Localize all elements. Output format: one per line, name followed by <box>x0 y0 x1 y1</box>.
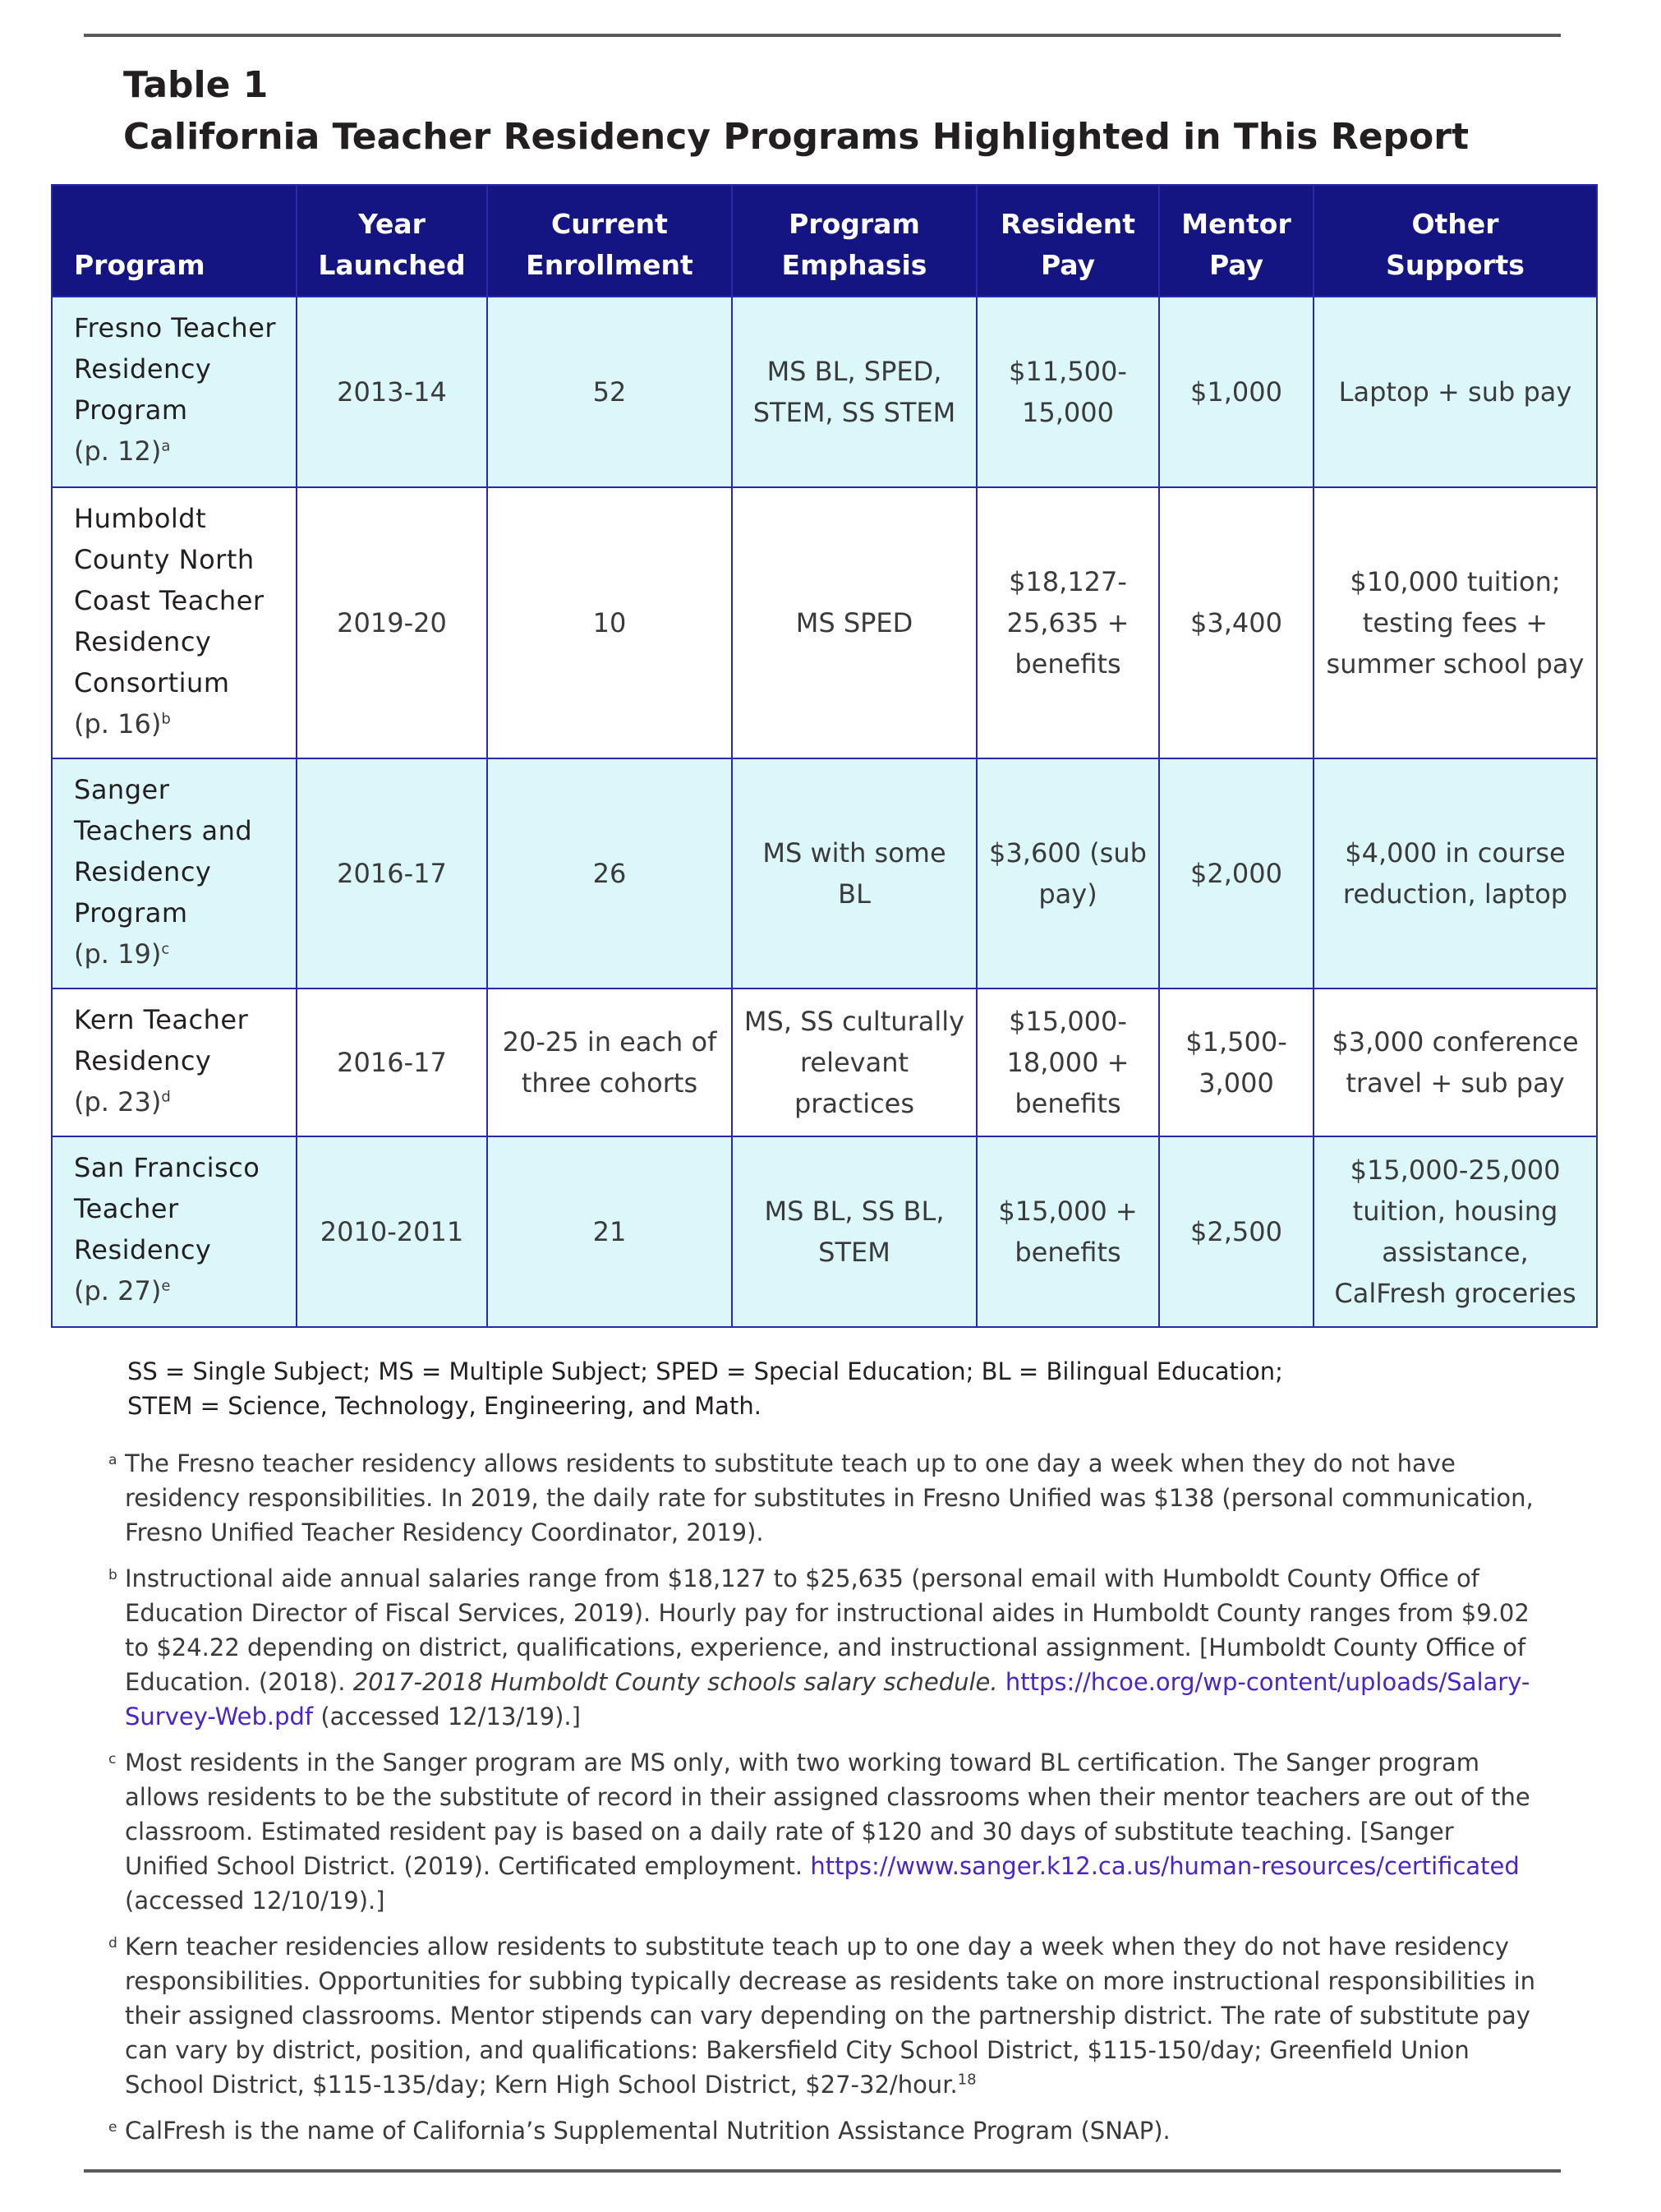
header-program-emphasis: Program Emphasis <box>732 185 977 297</box>
hcoe-salary-link[interactable]: https://hcoe.org/wp-content/uploads/Salary-Survey-Web.pdf <box>125 1668 1530 1730</box>
footnote-mark: d <box>161 1088 171 1106</box>
year-launched-cell: 2010-2011 <box>297 1136 487 1327</box>
footnote-mark: e <box>161 1277 171 1295</box>
resident-pay-cell: $15,000 + benefits <box>977 1136 1159 1327</box>
other-supports-cell: $3,000 conference travel + sub pay <box>1314 988 1597 1136</box>
mentor-pay-cell: $1,500-3,000 <box>1159 988 1314 1136</box>
footnote-a <box>108 1446 1538 1550</box>
page-reference: (p. 19)$^c$ <box>74 938 170 970</box>
mentor-pay-cell: $1,000 <box>1159 297 1314 487</box>
footnote-mark: d <box>108 1935 117 1952</box>
footnote-text: CalFresh is the name of California’s Supplemental Nutrition Assistance Program (SNAP). <box>125 2117 1171 2145</box>
footnote-mark: c <box>161 940 170 958</box>
program-cell <box>52 1136 297 1327</box>
footnote-text: The Fresno teacher residency allows residents to substitute teach up to one day a week when they do not have residency responsibilities. In 2019, the daily rate for substitutes in Fresno Unified was $138 (personal communication, Fresno Unified Teacher Residency Coordinator, 2019). <box>125 1449 1534 1546</box>
table-header-row <box>52 185 1597 297</box>
legend-line: SS = Single Subject; MS = Multiple Subject; SPED = Special Education; BL = Bilingual Education; <box>127 1357 1283 1385</box>
program-cell <box>52 758 297 988</box>
program-name: Kern Teacher Residency <box>74 1004 249 1076</box>
program-name: Humboldt County North Coast Teacher Residency Consortium <box>74 503 265 698</box>
header-other-supports: Other Supports <box>1314 185 1597 297</box>
enrollment-cell: 21 <box>487 1136 732 1327</box>
program-cell <box>52 487 297 758</box>
footnote-c: c Most residents in the Sanger program are MS only, with two working toward BL certification. The Sanger program allows residents to be the substitute of record in their assigned classrooms when their mentor teachers are out of the classroom. Estimated resident pay is based on a daily rate of $120 and 30 days of substitute teaching. [Sanger Unified School District. (2019). Certificated employment. https://www.sanger.k12.ca.us/human-resources/certificated (accessed 12/10/19).] <box>108 1745 1538 1918</box>
abbreviation-legend <box>127 1354 1507 1423</box>
year-launched-cell: 2013-14 <box>297 297 487 487</box>
page-reference: (p. 16)$^b$ <box>74 708 171 740</box>
resident-pay-cell: $3,600 (sub pay) <box>977 758 1159 988</box>
residency-programs-table <box>51 184 1598 1328</box>
mentor-pay-cell: $3,400 <box>1159 487 1314 758</box>
mentor-pay-cell: $2,500 <box>1159 1136 1314 1327</box>
enrollment-cell: 20-25 in each of three cohorts <box>487 988 732 1136</box>
footnote-mark: b <box>108 1567 117 1583</box>
year-launched-cell: 2019-20 <box>297 487 487 758</box>
emphasis-cell: MS BL, SPED, STEM, SS STEM <box>732 297 977 487</box>
table-title <box>123 59 1469 163</box>
footnote-mark: a <box>161 437 171 455</box>
bottom-rule <box>84 2169 1561 2173</box>
emphasis-cell: MS with some BL <box>732 758 977 988</box>
page-reference: (p. 23)$^d$ <box>74 1086 171 1118</box>
footnote-text: Instructional aide annual salaries range from $18,127 to $25,635 (personal email with Humboldt County Office of Education Director of Fiscal Services, 2019). Hourly pay for instructional aides in Humboldt County ranges from $9.02 to $24.22 depending on district, qualifications, experience, and instructional assignment. [Humboldt County Office of Education. (2018). <box>125 1565 1530 1696</box>
footnote-text: Kern teacher residencies allow residents to substitute teach up to one day a week when they do not have residency responsibilities. Opportunities for subbing typically decrease as residents take on more instructional responsibilities in their assigned classrooms. Mentor stipends can vary depending on the partnership district. The rate of substitute pay can vary by district, position, and qualifications: Bakersfield City School District, $115-150/day; Greenfield Union School District, $115-135/day; Kern High School District, $27-32/hour. <box>125 1933 1536 2099</box>
enrollment-cell: 26 <box>487 758 732 988</box>
page-reference: (p. 12)$^a$ <box>74 435 171 467</box>
footnote-mark: a <box>108 1452 117 1468</box>
footnote-mark: c <box>108 1751 117 1767</box>
mentor-pay-cell: $2,000 <box>1159 758 1314 988</box>
table-number: Table 1 <box>123 64 269 106</box>
table-row <box>52 1136 1597 1327</box>
program-name: Sanger Teachers and Residency Program <box>74 774 253 929</box>
table-row <box>52 487 1597 758</box>
header-year-launched: Year Launched <box>297 185 487 297</box>
legend-line: STEM = Science, Technology, Engineering, and Math. <box>127 1392 761 1420</box>
table-row <box>52 758 1597 988</box>
other-supports-cell: $15,000-25,000 tuition, housing assistance, CalFresh groceries <box>1314 1136 1597 1327</box>
enrollment-cell: 10 <box>487 487 732 758</box>
other-supports-cell: $4,000 in course reduction, laptop <box>1314 758 1597 988</box>
footnote-b: b Instructional aide annual salaries range from $18,127 to $25,635 (personal email with Humboldt County Office of Education Director of Fiscal Services, 2019). Hourly pay for instructional aides in Humboldt County ranges from $9.02 to $24.22 depending on district, qualifications, experience, and instructional assignment. [Humboldt County Office of Education. (2018). 2017-2018 Humboldt County schools salary schedule. https://hcoe.org/wp-content/uploads/Salary-Survey-Web.pdf (accessed 12/13/19).] <box>108 1561 1538 1734</box>
footnote-mark: b <box>161 710 171 728</box>
year-launched-cell: 2016-17 <box>297 758 487 988</box>
enrollment-cell: 52 <box>487 297 732 487</box>
footnotes <box>108 1446 1538 2159</box>
footnote-mark: e <box>108 2119 117 2136</box>
year-launched-cell: 2016-17 <box>297 988 487 1136</box>
header-program: Program <box>52 185 297 297</box>
citation-title: 2017-2018 Humboldt County schools salary schedule. <box>352 1668 998 1696</box>
resident-pay-cell: $15,000-18,000 + benefits <box>977 988 1159 1136</box>
header-resident-pay: Resident Pay <box>977 185 1159 297</box>
page-reference: (p. 27)$^e$ <box>74 1275 171 1306</box>
program-cell <box>52 297 297 487</box>
table-row <box>52 297 1597 487</box>
emphasis-cell: MS BL, SS BL, STEM <box>732 1136 977 1327</box>
program-cell <box>52 988 297 1136</box>
program-name: Fresno Teacher Residency Program <box>74 312 277 426</box>
table-row <box>52 988 1597 1136</box>
header-mentor-pay: Mentor Pay <box>1159 185 1314 297</box>
other-supports-cell: Laptop + sub pay <box>1314 297 1597 487</box>
footnote-e <box>108 2113 1538 2148</box>
footnote-text: Most residents in the Sanger program are MS only, with two working toward BL certification. The Sanger program allows residents to be the substitute of record in their assigned classrooms when their mentor teachers are out of the classroom. Estimated resident pay is based on a daily rate of $120 and 30 days of substitute teaching. [Sanger Unified School District. (2019). Certificated employment. <box>125 1749 1530 1880</box>
footnote-d <box>108 1929 1538 2102</box>
emphasis-cell: MS SPED <box>732 487 977 758</box>
program-name: San Francisco Teacher Residency <box>74 1152 260 1265</box>
table-caption: California Teacher Residency Programs Highlighted in This Report <box>123 116 1469 158</box>
sanger-certificated-link[interactable]: https://www.sanger.k12.ca.us/human-resources/certificated <box>810 1852 1520 1880</box>
resident-pay-cell: $11,500-15,000 <box>977 297 1159 487</box>
top-rule <box>84 34 1561 37</box>
reference-number: 18 <box>957 2071 977 2089</box>
resident-pay-cell: $18,127-25,635 + benefits <box>977 487 1159 758</box>
other-supports-cell: $10,000 tuition; testing fees + summer school pay <box>1314 487 1597 758</box>
header-current-enrollment: Current Enrollment <box>487 185 732 297</box>
emphasis-cell: MS, SS culturally relevant practices <box>732 988 977 1136</box>
